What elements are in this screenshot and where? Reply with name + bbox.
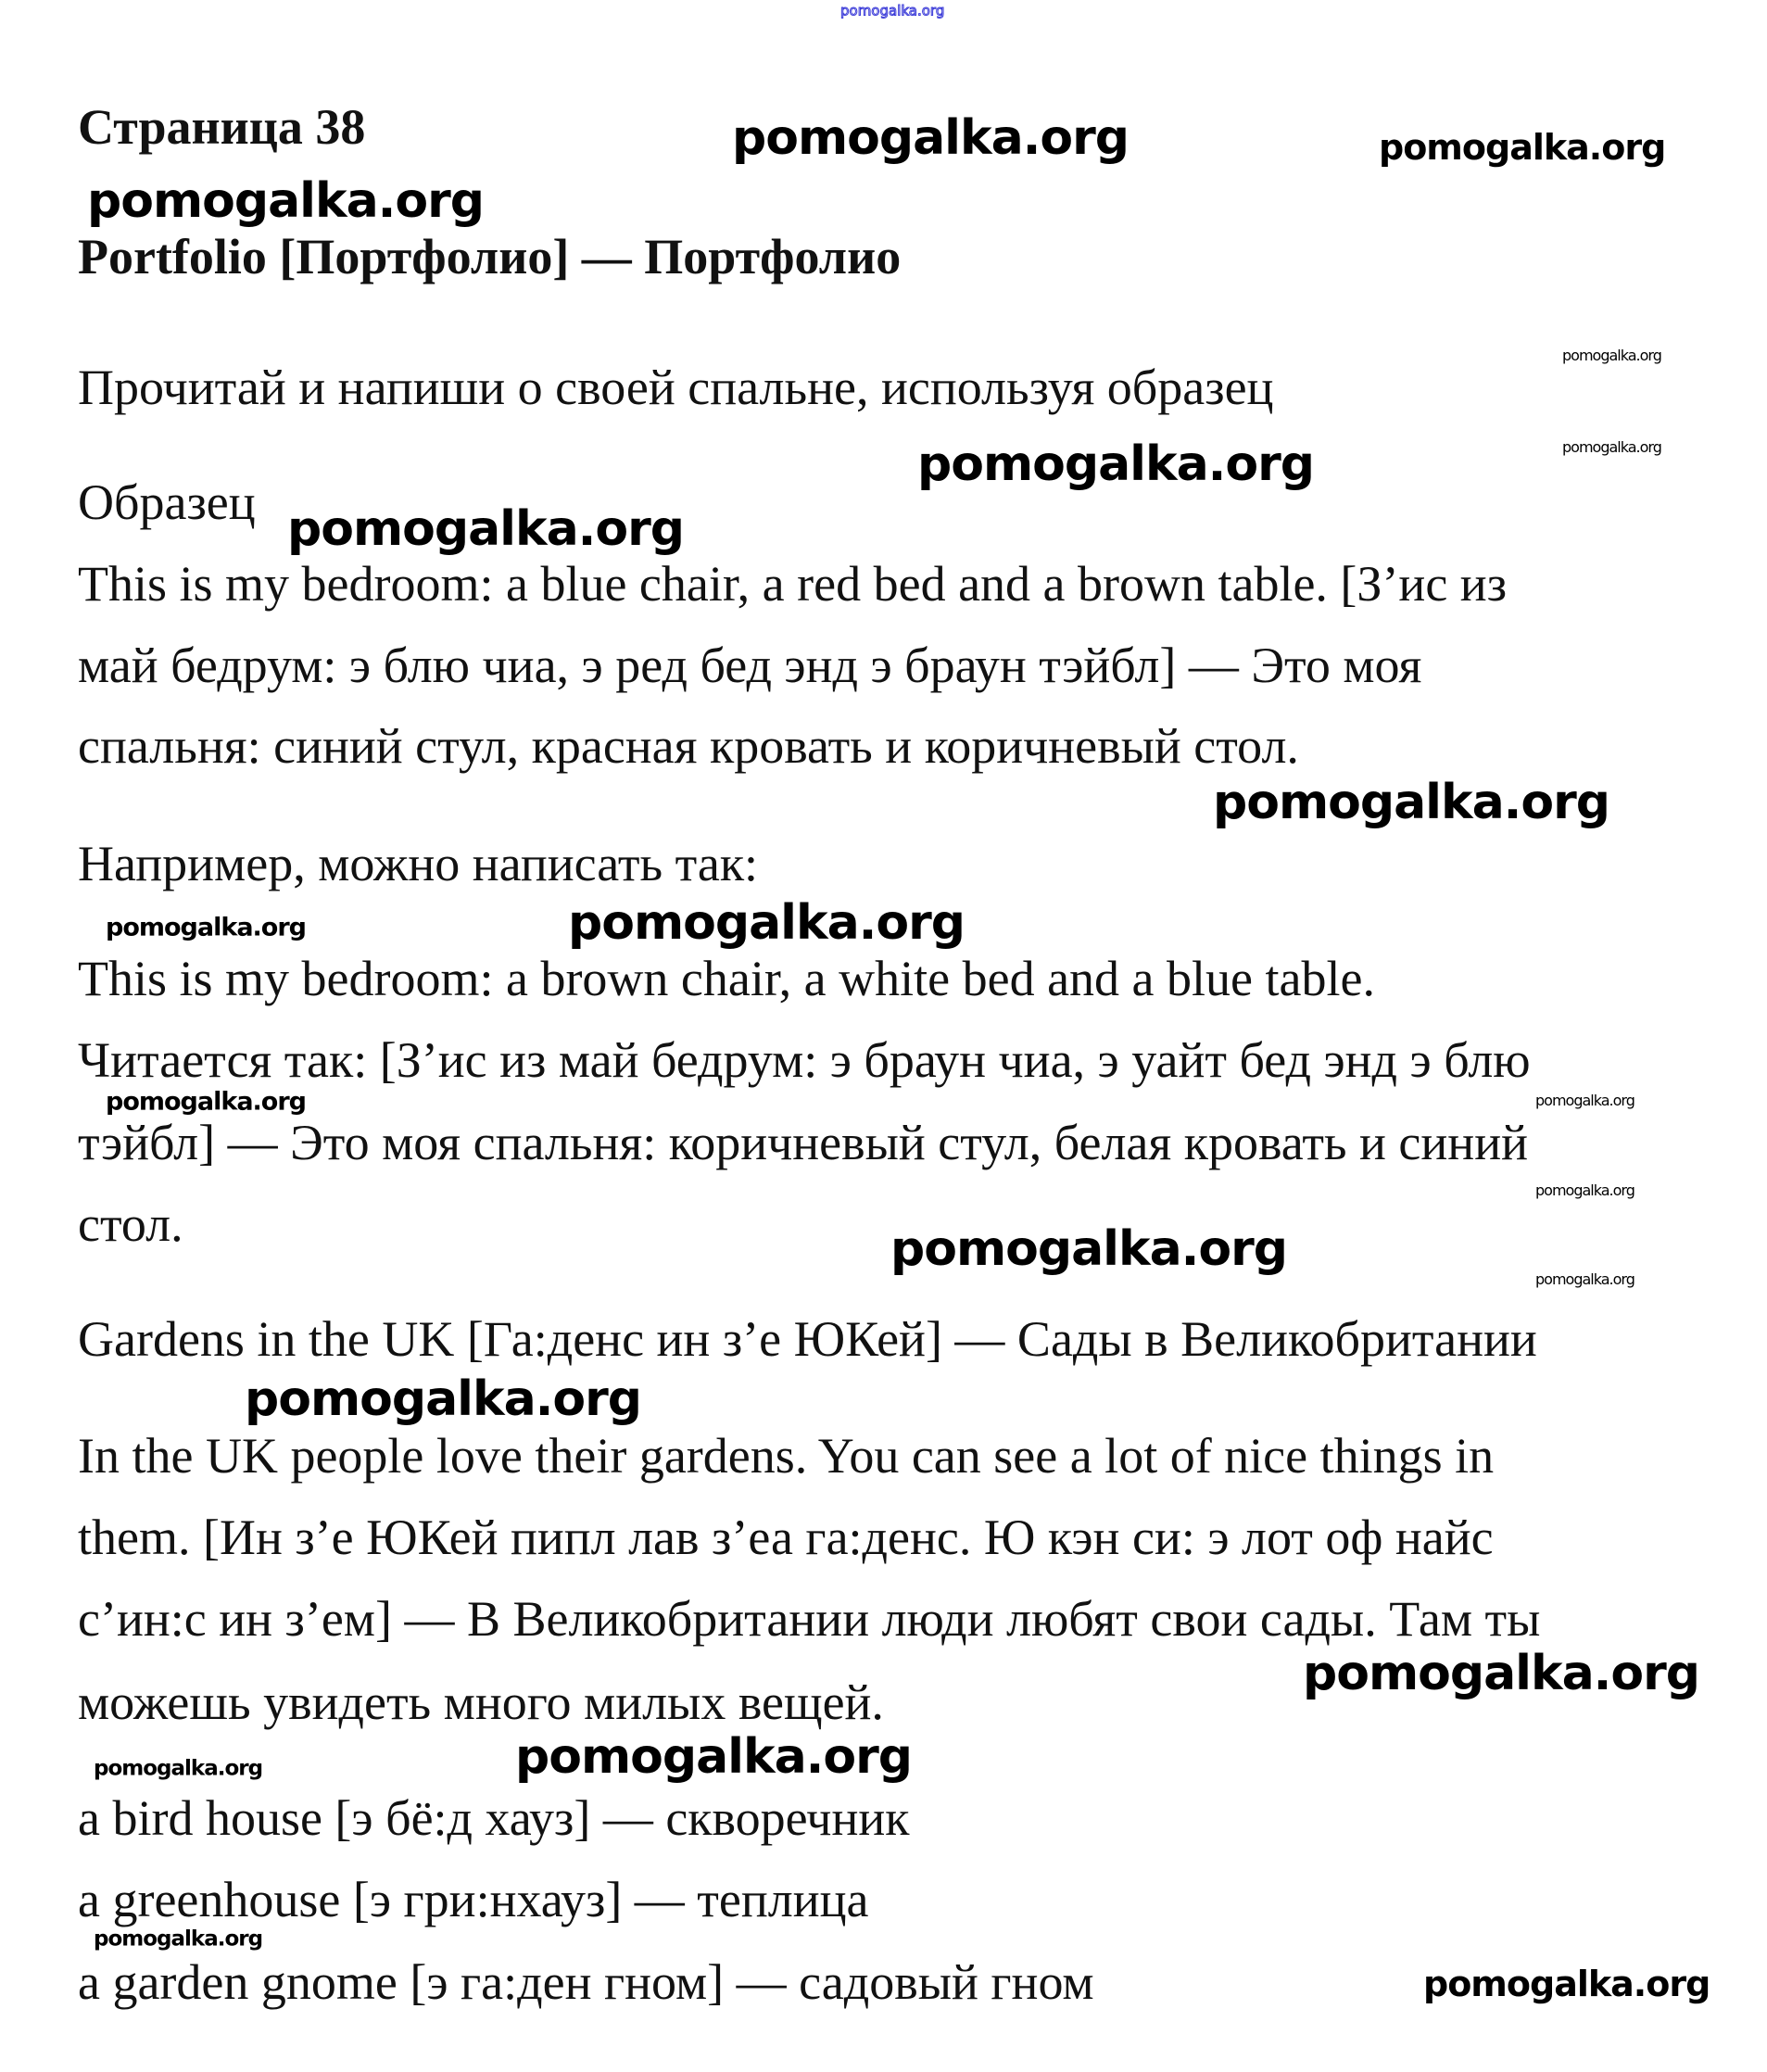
section-heading-gardens: Gardens in the UK [Га:денс ин з’е ЮКей] — Сады в Великобритании — [78, 1311, 1537, 1367]
paragraph-line: In the UK people love their gardens. You can see a lot of nice things in — [78, 1428, 1495, 1484]
reading-line: тэйбл] — Это моя спальня: коричневый стул, белая кровать и синий — [78, 1115, 1528, 1170]
watermark: pomogalka.org — [917, 436, 1315, 492]
watermark: pomogalka.org — [1562, 347, 1661, 364]
watermark: pomogalka.org — [515, 1729, 913, 1785]
vocab-item: a greenhouse [э гри:нхауз] — теплица — [78, 1872, 869, 1927]
paragraph-line: можешь увидеть много милых вещей. — [78, 1674, 884, 1730]
watermark: pomogalka.org — [1562, 438, 1661, 456]
watermark: pomogalka.org — [1379, 127, 1666, 168]
watermark: pomogalka.org — [1535, 1092, 1634, 1109]
watermark: pomogalka.org — [890, 1221, 1288, 1277]
watermark: pomogalka.org — [1303, 1646, 1700, 1701]
watermark: pomogalka.org — [1213, 775, 1610, 830]
watermark: pomogalka.org — [94, 1927, 263, 1952]
watermark: pomogalka.org — [732, 110, 1130, 166]
section-heading-portfolio: Portfolio [Портфолио] — Портфолио — [78, 229, 902, 284]
example-label: Например, можно написать так: — [78, 836, 759, 891]
reading-line: Читается так: [З’ис из май бедрум: э браун чиа, э уайт бед энд э блю — [78, 1032, 1531, 1088]
paragraph-line: them. [Ин з’е ЮКей пипл лав з’еа га:денс. Ю кэн си: э лот оф найс — [78, 1510, 1494, 1565]
watermark: pomogalka.org — [106, 913, 306, 942]
sample-line: спальня: синий стул, красная кровать и коричневый стол. — [78, 718, 1299, 774]
example-line: This is my bedroom: a brown chair, a white bed and a blue table. — [78, 951, 1375, 1006]
watermark: pomogalka.org — [87, 173, 485, 229]
top-site-link[interactable]: pomogalka.org — [840, 2, 945, 19]
watermark: pomogalka.org — [1535, 1270, 1634, 1288]
sample-line: май бедрум: э блю чиа, э ред бед энд э браун тэйбл] — Это моя — [78, 638, 1422, 693]
instruction-text: Прочитай и напиши о своей спальне, используя образец — [78, 360, 1274, 415]
reading-line: стол. — [78, 1196, 183, 1252]
watermark: pomogalka.org — [245, 1371, 642, 1427]
watermark: pomogalka.org — [94, 1756, 263, 1781]
vocab-item: a bird house [э бё:д хауз] — скворечник — [78, 1790, 910, 1846]
sample-line: This is my bedroom: a blue chair, a red bed and a brown table. [З’ис из — [78, 556, 1508, 612]
sample-label: Образец — [78, 474, 256, 530]
watermark: pomogalka.org — [106, 1087, 306, 1117]
paragraph-line: с’ин:с ин з’ем] — В Великобритании люди любят свои сады. Там ты — [78, 1591, 1541, 1647]
page-title: Страница 38 — [78, 99, 366, 155]
watermark: pomogalka.org — [568, 895, 966, 951]
watermark: pomogalka.org — [1535, 1181, 1634, 1199]
watermark: pomogalka.org — [1423, 1964, 1710, 2004]
vocab-item: a garden gnome [э га:ден гном] — садовый гном — [78, 1954, 1094, 2010]
watermark: pomogalka.org — [287, 501, 685, 557]
